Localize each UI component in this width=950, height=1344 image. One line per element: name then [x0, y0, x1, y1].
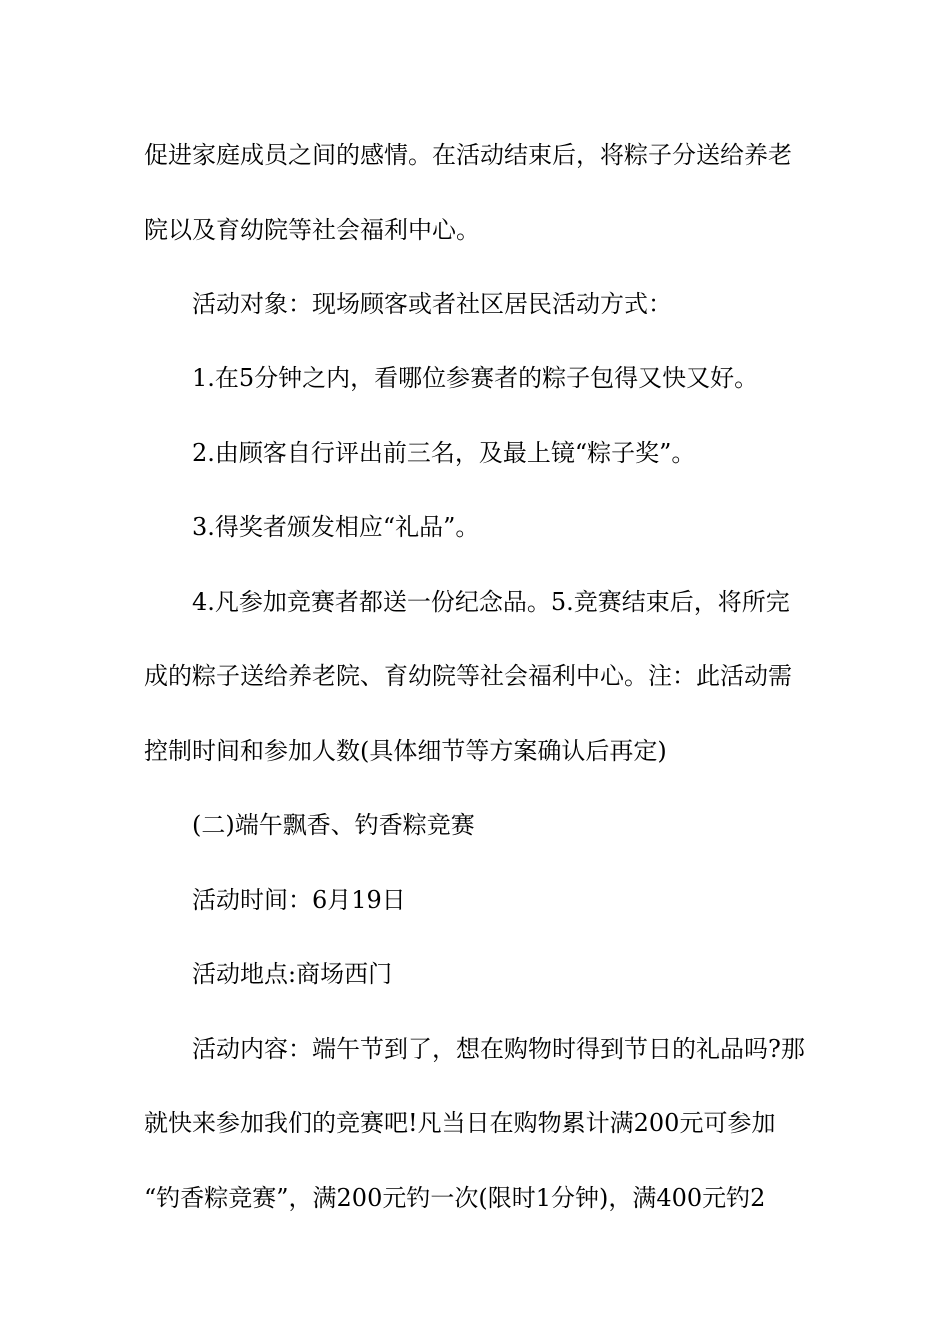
- paragraph-line: 活动对象：现场顾客或者社区居民活动方式：: [192, 290, 672, 318]
- paragraph-line: “钓香粽竞赛”，满200元钓一次(限时1分钟)，满400元钓2: [144, 1184, 766, 1212]
- list-item: 2.由顾客自行评出前三名，及最上镜“粽子奖”。: [192, 439, 696, 467]
- list-item: 4.凡参加竞赛者都送一份纪念品。5.竞赛结束后，将所完: [192, 588, 790, 616]
- list-item: 1.在5分钟之内，看哪位参赛者的粽子包得又快又好。: [192, 364, 759, 392]
- paragraph-line: 活动时间：6月19日: [192, 886, 406, 914]
- list-item: 3.得奖者颁发相应“礼品”。: [192, 513, 480, 541]
- paragraph-line: 成的粽子送给养老院、育幼院等社会福利中心。注：此活动需: [144, 662, 792, 690]
- paragraph-line: 活动内容：端午节到了，想在购物时得到节日的礼品吗?那: [192, 1035, 805, 1063]
- paragraph-line: 就快来参加我们的竞赛吧!凡当日在购物累计满200元可参加: [144, 1109, 776, 1137]
- section-heading: (二)端午飘香、钓香粽竞赛: [192, 811, 475, 839]
- paragraph-line: 院以及育幼院等社会福利中心。: [144, 216, 480, 244]
- paragraph-line: 控制时间和参加人数(具体细节等方案确认后再定): [144, 737, 667, 765]
- paragraph-line: 活动地点:商场西门: [192, 960, 393, 988]
- paragraph-line: 促进家庭成员之间的感情。在活动结束后，将粽子分送给养老: [144, 141, 792, 169]
